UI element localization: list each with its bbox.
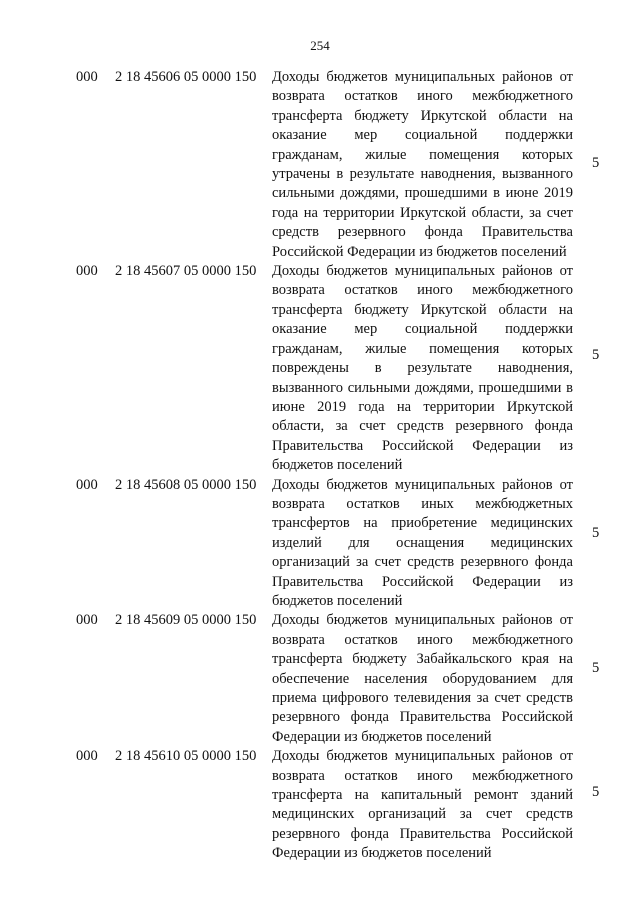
page-number: 254: [310, 38, 330, 53]
row-value: 5: [592, 524, 600, 541]
table-row: [0, 262, 640, 475]
admin-code: 000: [76, 748, 98, 765]
table-row: [0, 747, 640, 863]
admin-code: 000: [76, 69, 98, 85]
table-row: [0, 476, 640, 612]
income-description: Доходы бюджетов муниципальных районов от возврата остатков иного межбюджетного трансферта на капитальный ремонт зданий медицинских организаций за счет средств резервного фонда Правительства Российской Федерации из бюджетов поселений: [272, 748, 573, 862]
admin-code: 000: [76, 263, 98, 280]
budget-code-table: [0, 68, 640, 864]
table-row: [0, 68, 640, 262]
income-description: Доходы бюджетов муниципальных районов от возврата остатков иного межбюджетного трансферта бюджету Иркутской области на оказание мер социальной поддержки гражданам, жилые помещения которых повреждены в результате наводнения, вызванного сильными дождями, прошедшими в июне 2019 года на территории Иркутской области, за счет средств резервного фонда Правительства Российской Федерации из бюджетов поселений: [272, 263, 573, 474]
budget-classification-code: 2 18 45609 05 0000 150: [115, 612, 257, 629]
budget-classification-code: 2 18 45607 05 0000 150: [115, 263, 257, 280]
income-description: Доходы бюджетов муниципальных районов от возврата остатков иного межбюджетного трансферта бюджету Иркутской области на оказание мер социальной поддержки гражданам, жилые помещения которых утрачены в результате наводнения, вызванного сильными дождями, прошедшими в июне 2019 года на территории Иркутской области, за счет средств резервного фонда Правительства Российской Федерации из бюджетов поселений: [272, 69, 573, 260]
budget-classification-code: 2 18 45606 05 0000 150: [115, 69, 257, 85]
admin-code: 000: [76, 612, 98, 629]
row-value: 5: [592, 660, 600, 677]
admin-code: 000: [76, 476, 98, 493]
income-description: Доходы бюджетов муниципальных районов от возврата остатков иного межбюджетного трансферта бюджету Забайкальского края на обеспечение населения оборудованием для приема цифрового телевидения за счет средств резервного фонда Правительства Российской Федерации из бюджетов поселений: [272, 612, 573, 745]
row-value: 5: [592, 784, 600, 801]
row-value: 5: [592, 347, 600, 364]
budget-classification-code: 2 18 45608 05 0000 150: [115, 476, 257, 493]
budget-classification-code: 2 18 45610 05 0000 150: [115, 748, 257, 765]
income-description: Доходы бюджетов муниципальных районов от возврата остатков иных межбюджетных трансфертов на приобретение медицинских изделий для оснащения медицинских организаций за счет средств резервного фонда Правительства Российской Федерации из бюджетов поселений: [272, 476, 573, 609]
row-value: 5: [592, 155, 600, 171]
table-row: [0, 611, 640, 747]
